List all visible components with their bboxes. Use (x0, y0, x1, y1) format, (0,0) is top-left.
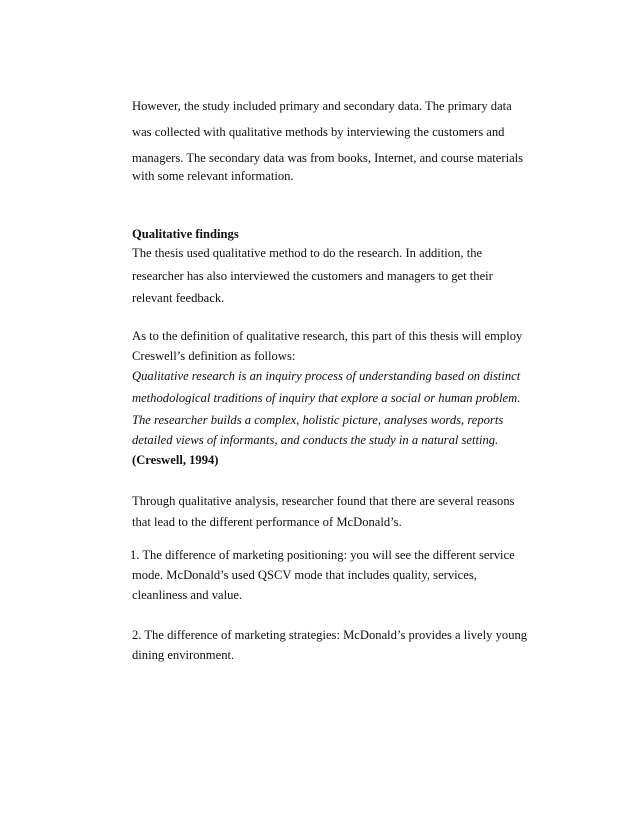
qualitative-line: researcher has also interviewed the customers and managers to get their (132, 269, 493, 283)
quote-line: detailed views of informants, and conducts the study in a natural setting. (132, 433, 499, 447)
quote-line: Qualitative research is an inquiry process of understanding based on distinct (132, 369, 521, 383)
quote-citation: (Creswell, 1994) (132, 453, 219, 467)
qualitative-line: The thesis used qualitative method to do the research. In addition, the (132, 246, 483, 260)
list-item-line: cleanliness and value. (132, 588, 243, 602)
analysis-line: Through qualitative analysis, researcher found that there are several reasons (132, 494, 515, 508)
definition-line: Creswell’s definition as follows: (132, 349, 296, 363)
qualitative-line: relevant feedback. (132, 291, 225, 305)
list-item-line: mode. McDonald’s used QSCV mode that includes quality, services, (132, 568, 477, 582)
list-item-line: dining environment. (132, 648, 235, 662)
section-heading: Qualitative findings (132, 227, 239, 241)
list-item-line: 1. The difference of marketing positioning: you will see the different service (130, 548, 515, 562)
intro-line: managers. The secondary data was from books, Internet, and course materials (132, 151, 524, 165)
quote-line: The researcher builds a complex, holistic picture, analyses words, reports (132, 413, 504, 427)
analysis-line: that lead to the different performance of McDonald’s. (132, 515, 402, 529)
intro-line: However, the study included primary and secondary data. The primary data (132, 99, 512, 113)
quote-line: methodological traditions of inquiry that explore a social or human problem. (132, 391, 521, 405)
intro-line: with some relevant information. (132, 169, 294, 183)
definition-line: As to the definition of qualitative research, this part of this thesis will employ (132, 329, 523, 343)
list-item-line: 2. The difference of marketing strategies: McDonald’s provides a lively young (132, 628, 528, 642)
intro-line: was collected with qualitative methods by interviewing the customers and (132, 125, 505, 139)
